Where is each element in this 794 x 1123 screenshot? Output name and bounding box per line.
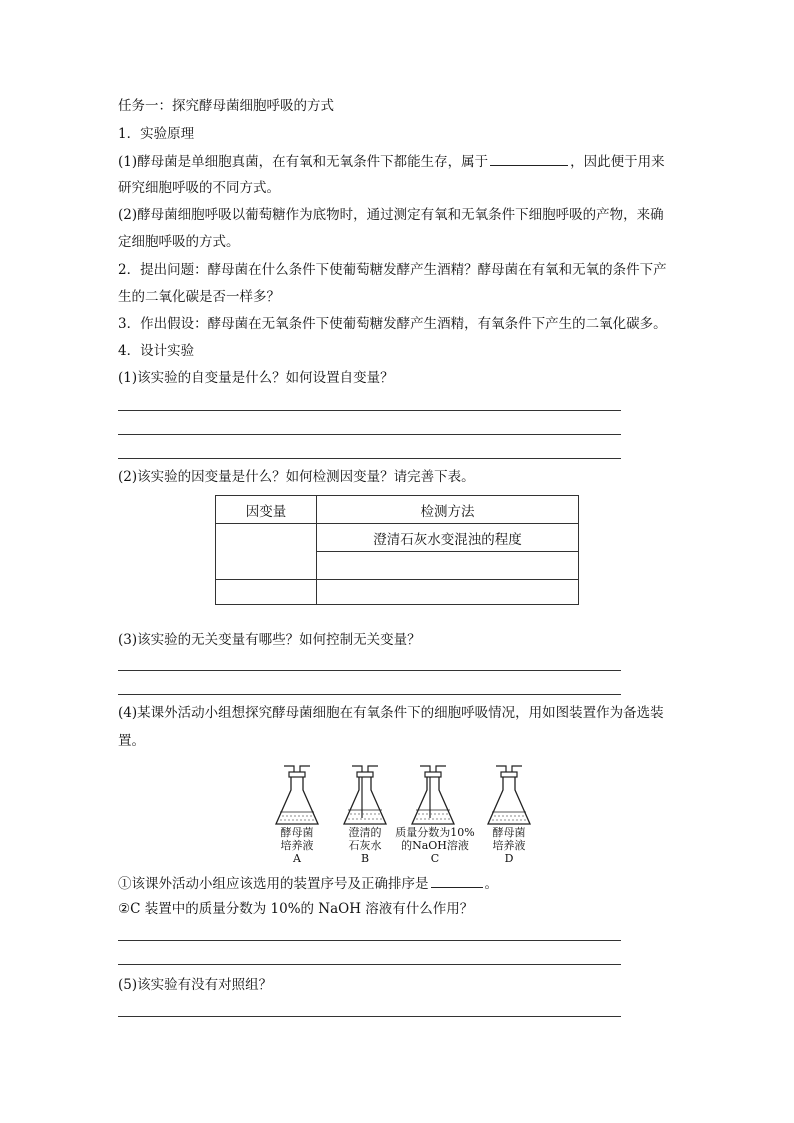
- principle-1-line1: [118, 151, 665, 172]
- flask-a-caption-line2: 培养液: [280, 839, 314, 852]
- table-cell-blank-variable-2[interactable]: [216, 580, 317, 605]
- table-header-variable: 因变量: [216, 496, 317, 524]
- flask-a-caption: [267, 826, 327, 865]
- section-1-heading: 1．实验原理: [118, 126, 195, 142]
- table-cell-method-1: 澄清石灰水变混浊的程度: [317, 524, 579, 552]
- dependent-variable-table: [215, 495, 579, 605]
- flask-d-caption-line1: 酵母菌: [492, 826, 526, 839]
- flask-a-label: A: [293, 852, 301, 865]
- flask-b-label: B: [360, 852, 370, 865]
- flask-b-caption-line2: 石灰水: [348, 839, 382, 852]
- apparatus-figure: [268, 764, 528, 864]
- q1-text: (1)该实验的自变量是什么？如何设置自变量？: [118, 370, 394, 386]
- flask-d-caption: [479, 826, 539, 865]
- answer-line-q1-2[interactable]: [118, 434, 621, 435]
- answer-line-q4-2-2[interactable]: [118, 964, 621, 965]
- hypothesis-line: 3．作出假设：酵母菌在无氧条件下使葡萄糖发酵产生酒精，有氧条件下产生的二氧化碳多。: [118, 316, 667, 332]
- question-line2: 生的二氧化碳是否一样多？: [118, 289, 280, 305]
- flask-c-icon: [408, 764, 458, 828]
- section-4-heading: 4．设计实验: [118, 343, 195, 359]
- q3-text: (3)该实验的无关变量有哪些？如何控制无关变量？: [118, 632, 421, 648]
- q2-text: (2)该实验的因变量是什么？如何检测因变量？请完善下表。: [118, 469, 475, 485]
- table-cell-method-3[interactable]: [317, 580, 579, 605]
- flask-d-caption-line2: 培养液: [492, 839, 526, 852]
- answer-line-q3-1[interactable]: [118, 670, 621, 671]
- q4-1-text: [118, 873, 498, 894]
- principle-1-text-b: ，因此便于用来: [570, 154, 665, 170]
- answer-blank-1[interactable]: [490, 151, 568, 166]
- q4-2-text: ②C 装置中的质量分数为 10%的 NaOH 溶液有什么作用？: [118, 901, 474, 917]
- q4-text-line1: (4)某课外活动小组想探究酵母菌细胞在有氧条件下的细胞呼吸情况，用如图装置作为备选装: [118, 705, 664, 721]
- flask-b-icon: [340, 764, 390, 828]
- q4-1-prompt: ①该课外活动小组应该选用的装置序号及正确排序是: [118, 876, 429, 892]
- q4-text-line2: 置。: [118, 733, 145, 749]
- principle-1-text-a: (1)酵母菌是单细胞真菌，在有氧和无氧条件下都能生存，属于: [118, 154, 489, 170]
- answer-blank-q4-1[interactable]: [431, 873, 483, 888]
- flask-a-icon: [272, 764, 322, 828]
- answer-line-q4-2-1[interactable]: [118, 940, 621, 941]
- principle-2-line1: (2)酵母菌细胞呼吸以葡萄糖作为底物时，通过测定有氧和无氧条件下细胞呼吸的产物，来确: [118, 207, 664, 223]
- answer-line-q5-1[interactable]: [118, 1016, 621, 1017]
- principle-1-line2: 研究细胞呼吸的不同方式。: [118, 180, 280, 196]
- table-cell-blank-variable-1[interactable]: [216, 524, 317, 580]
- flask-c-caption-line1: 质量分数为10%: [395, 826, 475, 839]
- flask-a-caption-line1: 酵母菌: [280, 826, 314, 839]
- answer-line-q1-3[interactable]: [118, 458, 621, 459]
- answer-line-q3-2[interactable]: [118, 694, 621, 695]
- table-header-method: 检测方法: [317, 496, 579, 524]
- flask-d-icon: [484, 764, 534, 828]
- question-line1: 2．提出问题：酵母菌在什么条件下使葡萄糖发酵产生酒精？酵母菌在有氧和无氧的条件下产: [118, 262, 667, 278]
- q5-text: (5)该实验有没有对照组？: [118, 977, 273, 993]
- flask-c-caption: [392, 826, 478, 865]
- flask-b-caption: [335, 826, 395, 865]
- task-title: 任务一：探究酵母菌细胞呼吸的方式: [118, 98, 334, 114]
- answer-line-q1-1[interactable]: [118, 410, 621, 411]
- flask-c-label: C: [430, 852, 440, 865]
- q4-1-end: 。: [484, 876, 498, 892]
- flask-b-caption-line1: 澄清的: [348, 826, 382, 839]
- flask-d-label: D: [504, 852, 514, 865]
- flask-c-caption-line2: 的NaOH溶液: [401, 839, 469, 852]
- table-cell-method-2[interactable]: [317, 552, 579, 580]
- principle-2-line2: 定细胞呼吸的方式。: [118, 234, 240, 250]
